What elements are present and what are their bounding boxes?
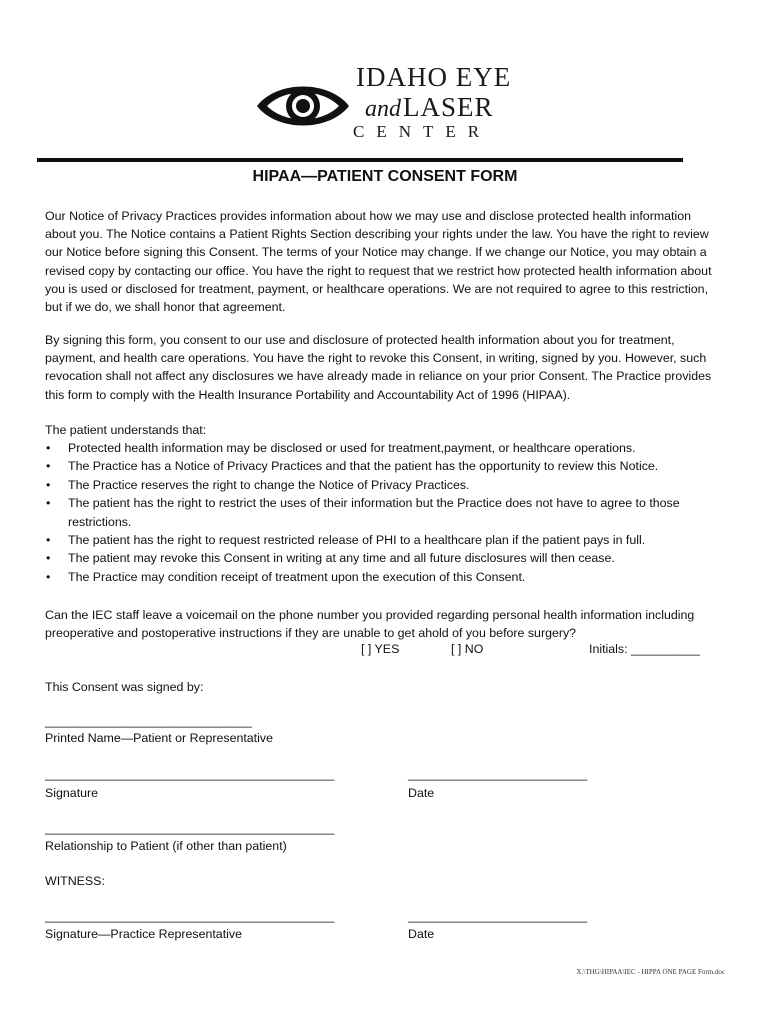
file-path-footer: X:\THG\HIPAA\IEC - HIPPA ONE PAGE Form.doc	[576, 968, 725, 976]
practice-signature-label: Signature—Practice Representative	[45, 927, 242, 941]
list-item	[45, 457, 725, 475]
list-item	[45, 549, 725, 567]
signature-label: Signature	[45, 786, 99, 800]
list-item-text: The patient may revoke this Consent in writing at any time and all future disclosures will then cease.	[68, 551, 615, 566]
consent-paragraph: By signing this form, you consent to our use and disclosure of protected health information about you for treatment, payment, and health care operations. You have the right to revoke this Consent, in writing, signed by you. However, such revocation shall not affect any disclosures we have already made in reliance on your prior Consent. The Practice provides this form to comply with the Health Insurance Portability and Accountability Act of 1996 (HIPAA).	[45, 333, 712, 402]
list-item-text: The Practice reserves the right to change the Notice of Privacy Practices.	[68, 477, 470, 492]
voicemail-initials-field[interactable]: Initials: __________	[589, 642, 700, 656]
logo-text-line1: IDAHO EYE	[356, 62, 512, 92]
list-item-text: The patient has the right to restrict the uses of their information but the Practice does not have to agree to those restrictions.	[68, 496, 680, 529]
practice-signature-field[interactable]: __________________________________________	[45, 909, 335, 923]
form-title: HIPAA—PATIENT CONSENT FORM	[252, 168, 518, 185]
list-item	[45, 439, 725, 457]
bullet-icon: •	[46, 441, 51, 455]
bullet-icon: •	[46, 459, 51, 474]
date-label: Date	[408, 786, 435, 800]
eye-icon	[255, 76, 351, 136]
voicemail-question: Can the IEC staff leave a voicemail on the phone number you provided regarding personal health information including preoperative and postoperative instructions if they are unable to get ahold of you before surgery?	[45, 608, 695, 641]
bullet-icon: •	[46, 569, 51, 584]
bullet-icon: •	[46, 551, 51, 566]
printed-name-label: Printed Name—Patient or Representative	[45, 731, 273, 745]
privacy-notice-paragraph: Our Notice of Privacy Practices provides information about how we may use and disclose protected health information about you. The Notice contains a Patient Rights Section describing your rights under the law. You have the right to review our Notice before signing this Consent. The terms of your Notice may change. If we change our Notice, you may obtain a revised copy by contacting our office. You have the right to request that we restrict how protected health information about you is used or disclosed for treatment, payment, or healthcare operations. We are not required to agree to this restriction, but if we do, we shall honor that agreement.	[45, 209, 712, 315]
voicemail-no-checkbox[interactable]: [ ] NO	[451, 642, 484, 656]
list-item	[45, 494, 725, 531]
printed-name-field[interactable]: ______________________________	[45, 714, 252, 728]
header-divider	[37, 158, 683, 162]
bullet-icon: •	[46, 496, 51, 511]
logo-text-line2	[365, 92, 494, 123]
list-item	[45, 531, 725, 549]
list-item-text: Protected health information may be disclosed or used for treatment,payment, or healthcare operations.	[68, 441, 636, 455]
list-item-text: The Practice has a Notice of Privacy Practices and that the patient has the opportunity to review this Notice.	[68, 459, 659, 474]
signature-field[interactable]: __________________________________________	[45, 767, 335, 781]
understanding-list	[45, 439, 725, 586]
understands-heading: The patient understands that:	[45, 423, 207, 437]
list-item-text: The patient has the right to request restricted release of PHI to a healthcare plan if the patient pays in full.	[68, 533, 646, 548]
relationship-field[interactable]: __________________________________________	[45, 821, 335, 835]
clinic-logo	[255, 62, 525, 142]
bullet-icon: •	[46, 477, 51, 492]
logo-text-and: and	[365, 96, 401, 122]
list-item	[45, 568, 725, 586]
voicemail-yes-checkbox[interactable]: [ ] YES	[361, 642, 400, 656]
date-field[interactable]: __________________________	[408, 767, 588, 781]
logo-text-line3: CENTER	[353, 122, 492, 141]
list-item-text: The Practice may condition receipt of treatment upon the execution of this Consent.	[68, 569, 526, 584]
logo-text-laser: LASER	[403, 92, 494, 122]
witness-heading: WITNESS:	[45, 874, 105, 888]
witness-date-field[interactable]: __________________________	[408, 909, 588, 923]
witness-date-label: Date	[408, 927, 435, 941]
relationship-label: Relationship to Patient (if other than patient)	[45, 839, 287, 853]
signed-by-label: This Consent was signed by:	[45, 680, 204, 694]
list-item	[45, 476, 725, 494]
bullet-icon: •	[46, 533, 51, 548]
